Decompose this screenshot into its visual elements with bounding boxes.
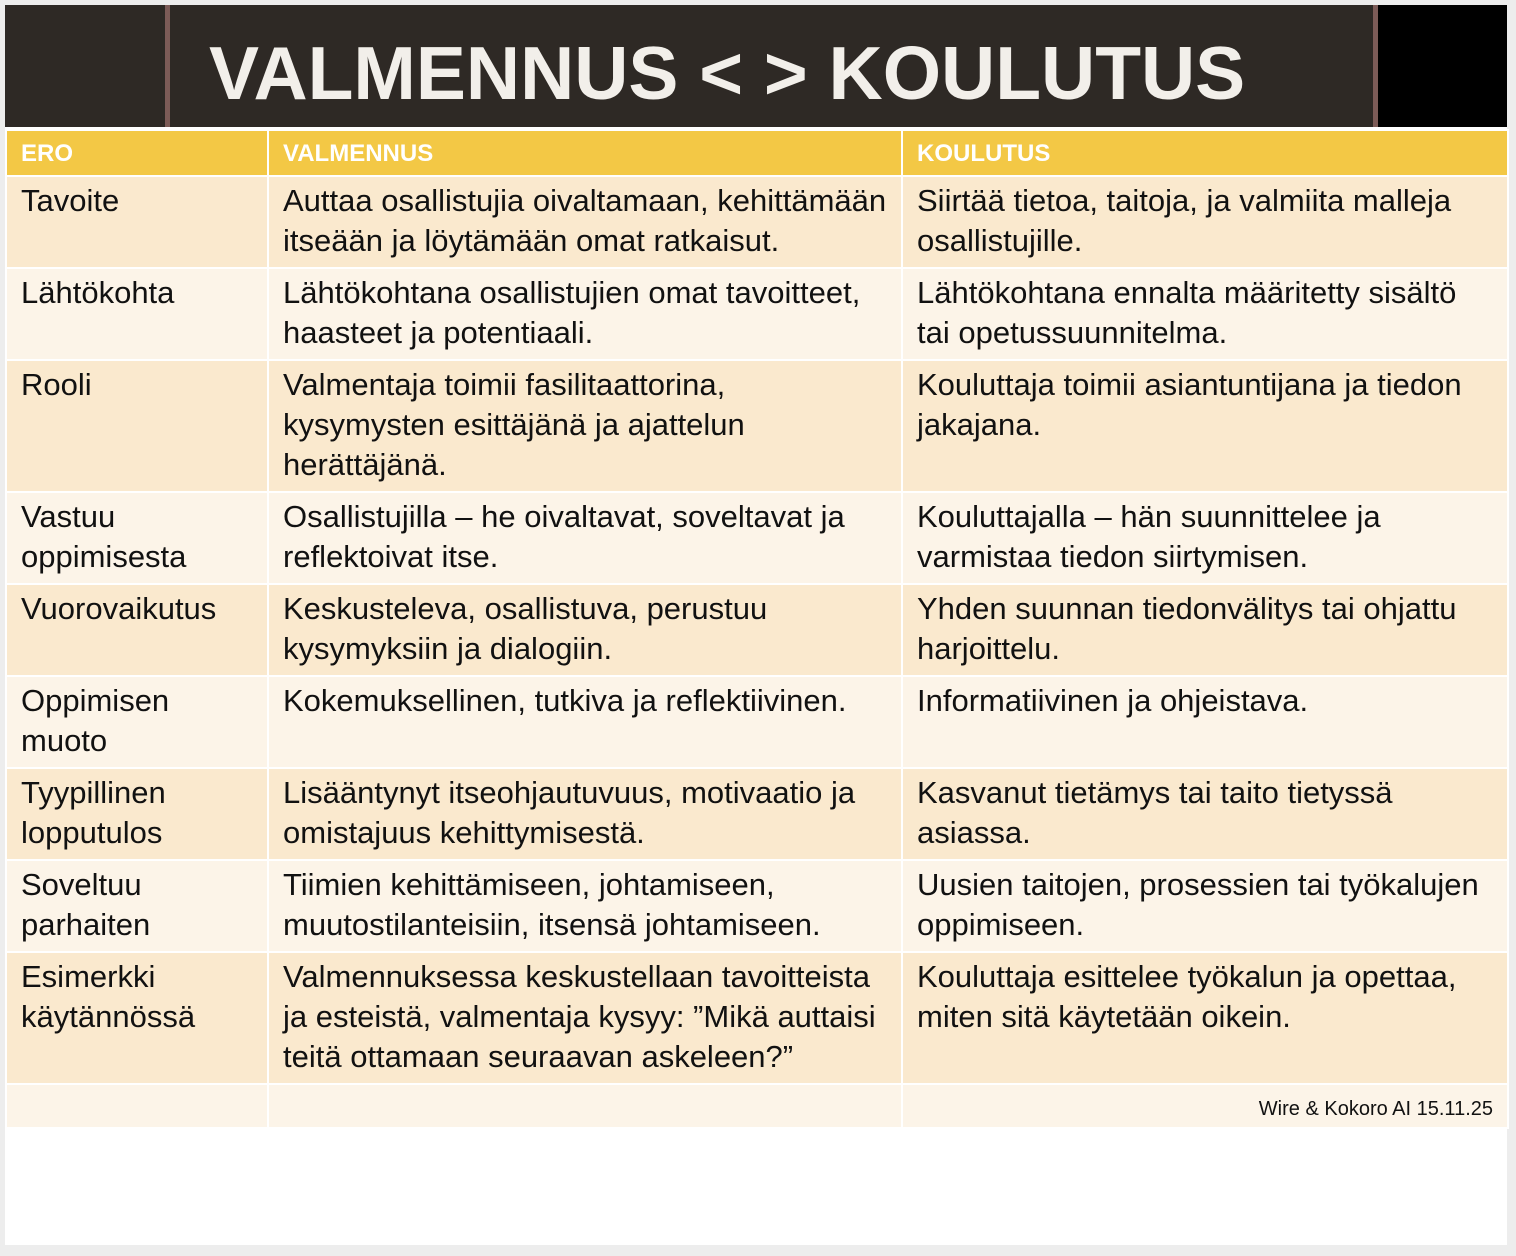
cell-valmennus: Auttaa osallistujia oivaltamaan, kehittämään itseään ja löytämään omat ratkaisut. — [268, 176, 902, 268]
cell-ero: Rooli — [6, 360, 268, 492]
footer-cell-empty — [6, 1084, 268, 1128]
table-row — [6, 676, 1508, 768]
title-bar — [5, 5, 1507, 127]
table-header-row — [6, 130, 1508, 176]
cell-ero: Soveltuu parhaiten — [6, 860, 268, 952]
cell-valmennus: Osallistujilla – he oivaltavat, soveltavat ja reflektoivat itse. — [268, 492, 902, 584]
table-row — [6, 860, 1508, 952]
header-koulutus: KOULUTUS — [902, 130, 1508, 176]
table-row — [6, 768, 1508, 860]
cell-koulutus: Siirtää tietoa, taitoja, ja valmiita malleja osallistujille. — [902, 176, 1508, 268]
cell-valmennus: Lähtökohtana osallistujien omat tavoitteet, haasteet ja potentiaali. — [268, 268, 902, 360]
cell-ero: Tyypillinen lopputulos — [6, 768, 268, 860]
cell-koulutus: Kasvanut tietämys tai taito tietyssä asiassa. — [902, 768, 1508, 860]
footer-cell-empty — [268, 1084, 902, 1128]
page-title: VALMENNUS < > KOULUTUS — [209, 31, 1246, 115]
title-black-block — [1378, 5, 1507, 127]
cell-valmennus: Kokemuksellinen, tutkiva ja reflektiivinen. — [268, 676, 902, 768]
cell-valmennus: Lisääntynyt itseohjautuvuus, motivaatio ja omistajuus kehittymisestä. — [268, 768, 902, 860]
table-row — [6, 492, 1508, 584]
table-row — [6, 952, 1508, 1084]
footer-row — [6, 1084, 1508, 1128]
cell-valmennus: Tiimien kehittämiseen, johtamiseen, muutostilanteisiin, itsensä johtamiseen. — [268, 860, 902, 952]
cell-valmennus: Keskusteleva, osallistuva, perustuu kysymyksiin ja dialogiin. — [268, 584, 902, 676]
cell-ero: Tavoite — [6, 176, 268, 268]
cell-koulutus: Uusien taitojen, prosessien tai työkalujen oppimiseen. — [902, 860, 1508, 952]
table-row — [6, 268, 1508, 360]
cell-valmennus: Valmennuksessa keskustellaan tavoitteista ja esteistä, valmentaja kysyy: ”Mikä auttaisi teitä ottamaan seuraavan askeleen?” — [268, 952, 902, 1084]
cell-koulutus: Yhden suunnan tiedonvälitys tai ohjattu harjoittelu. — [902, 584, 1508, 676]
cell-koulutus: Kouluttajalla – hän suunnittelee ja varmistaa tiedon siirtymisen. — [902, 492, 1508, 584]
header-ero: ERO — [6, 130, 268, 176]
cell-ero: Vuorovaikutus — [6, 584, 268, 676]
table-row — [6, 176, 1508, 268]
credit-text: Wire & Kokoro AI 15.11.25 — [1258, 1098, 1493, 1120]
cell-ero: Lähtökohta — [6, 268, 268, 360]
slide — [5, 5, 1507, 1245]
cell-valmennus: Valmentaja toimii fasilitaattorina, kysymysten esittäjänä ja ajattelun herättäjänä. — [268, 360, 902, 492]
cell-koulutus: Kouluttaja esittelee työkalun ja opettaa, miten sitä käytetään oikein. — [902, 952, 1508, 1084]
cell-koulutus: Informatiivinen ja ohjeistava. — [902, 676, 1508, 768]
cell-koulutus: Kouluttaja toimii asiantuntijana ja tiedon jakajana. — [902, 360, 1508, 492]
cell-ero: Oppimisen muoto — [6, 676, 268, 768]
header-valmennus: VALMENNUS — [268, 130, 902, 176]
cell-ero: Vastuu oppimisesta — [6, 492, 268, 584]
cell-ero: Esimerkki käytännössä — [6, 952, 268, 1084]
comparison-table — [5, 129, 1509, 1129]
footer-cell-credit — [902, 1084, 1508, 1128]
table-row — [6, 360, 1508, 492]
table-row — [6, 584, 1508, 676]
title-accent-left — [165, 5, 170, 127]
cell-koulutus: Lähtökohtana ennalta määritetty sisältö tai opetussuunnitelma. — [902, 268, 1508, 360]
